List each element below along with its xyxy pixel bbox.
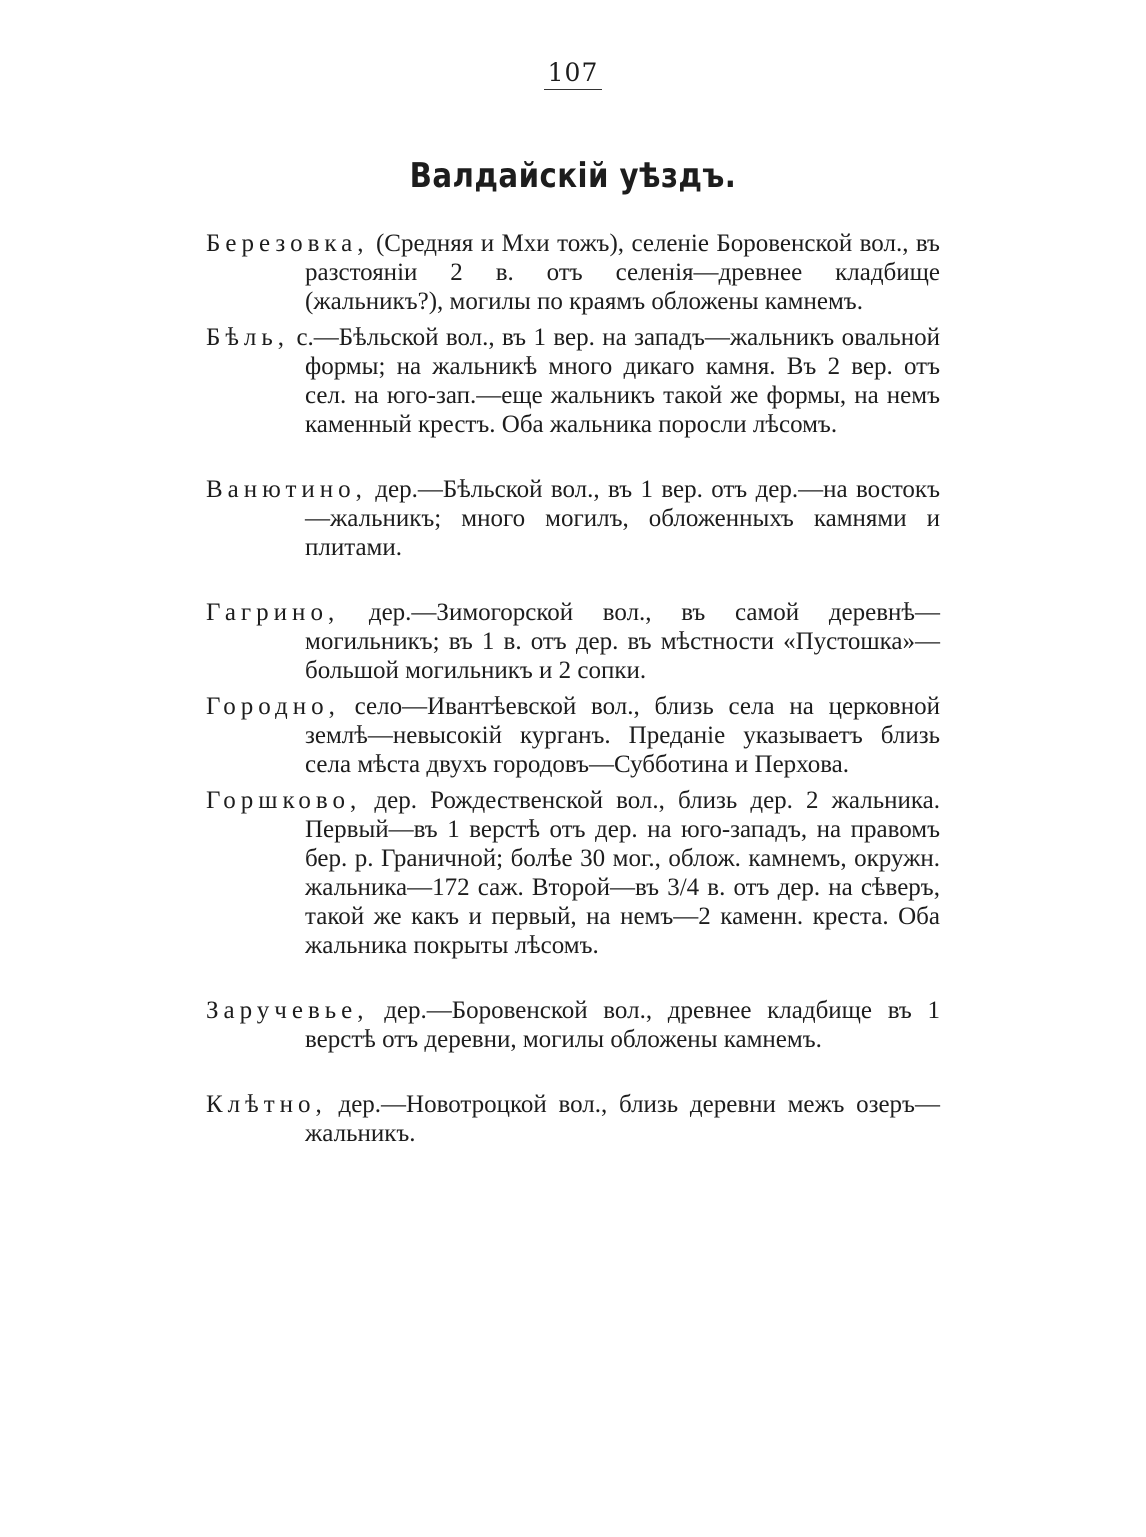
entry-name: Гагрино,	[206, 599, 340, 626]
page-number	[0, 58, 1146, 90]
entry-zaruchevye	[206, 996, 940, 1054]
entry-name: Заручевье,	[206, 997, 369, 1024]
entry-gorshkovo	[206, 786, 940, 960]
entry-name: Горшково,	[206, 787, 362, 814]
entry-text: дер.—Бѣльской вол., въ 1 вер. отъ дер.—на востокъ—жальникъ; много могилъ, обложенныхъ камнями и плитами.	[305, 476, 940, 561]
entry-text: дер.—Новотроцкой вол., близь деревни межъ озеръ—жальникъ.	[305, 1091, 940, 1147]
section-heading: Валдайскій уѣздъ.	[409, 156, 737, 196]
page-number-text: 107	[544, 58, 603, 90]
entry-gagrino	[206, 598, 940, 685]
entry-gorodno	[206, 692, 940, 779]
entry-name: Березовка,	[206, 230, 369, 257]
entry-list	[206, 229, 940, 1148]
entry-name: Клѣтно,	[206, 1091, 327, 1118]
entry-vanyutino	[206, 475, 940, 562]
entry-text: дер.—Зимогорской вол., въ самой деревнѣ—могильникъ; въ 1 в. отъ дер. въ мѣстности «Пустошка»—большой могильникъ и 2 сопки.	[305, 599, 940, 684]
entry-name: Городно,	[206, 693, 340, 720]
entry-name: Бѣль,	[206, 324, 290, 351]
entry-text: (Средняя и Мхи тожъ), селеніе Боровенской вол., въ разстояніи 2 в. отъ селенія—древнее кладбище (жальникъ?), могилы по краямъ обложены камнемъ.	[305, 230, 940, 315]
entry-bel	[206, 323, 940, 439]
entry-name: Ванютино,	[206, 476, 367, 503]
entry-berezovka	[206, 229, 940, 316]
entry-kletno	[206, 1090, 940, 1148]
entry-text: село—Ивантѣевской вол., близь села на церковной землѣ—невысокій курганъ. Преданіе указываетъ близь села мѣста двухъ городовъ—Субботина и Перхова.	[305, 693, 940, 778]
entry-text: с.—Бѣльской вол., въ 1 вер. на западъ—жальникъ овальной формы; на жальникѣ много дикаго камня. Въ 2 вер. отъ сел. на юго-зап.—еще жальникъ такой же формы, на немъ каменный крестъ. Оба жальника поросли лѣсомъ.	[289, 324, 940, 438]
entry-text: дер. Рождественской вол., близь дер. 2 жальника. Первый—въ 1 верстѣ отъ дер. на юго-западъ, на правомъ бер. р. Граничной; болѣе 30 мог., облож. камнемъ, окружн. жальника—172 саж. Второй—въ 3/4 в. отъ дер. на сѣверъ, такой же какъ и первый, на немъ—2 каменн. креста. Оба жальника покрыты лѣсомъ.	[305, 787, 940, 959]
entry-text: дер.—Боровенской вол., древнее кладбище въ 1 верстѣ отъ деревни, могилы обложены камнемъ.	[305, 997, 940, 1053]
